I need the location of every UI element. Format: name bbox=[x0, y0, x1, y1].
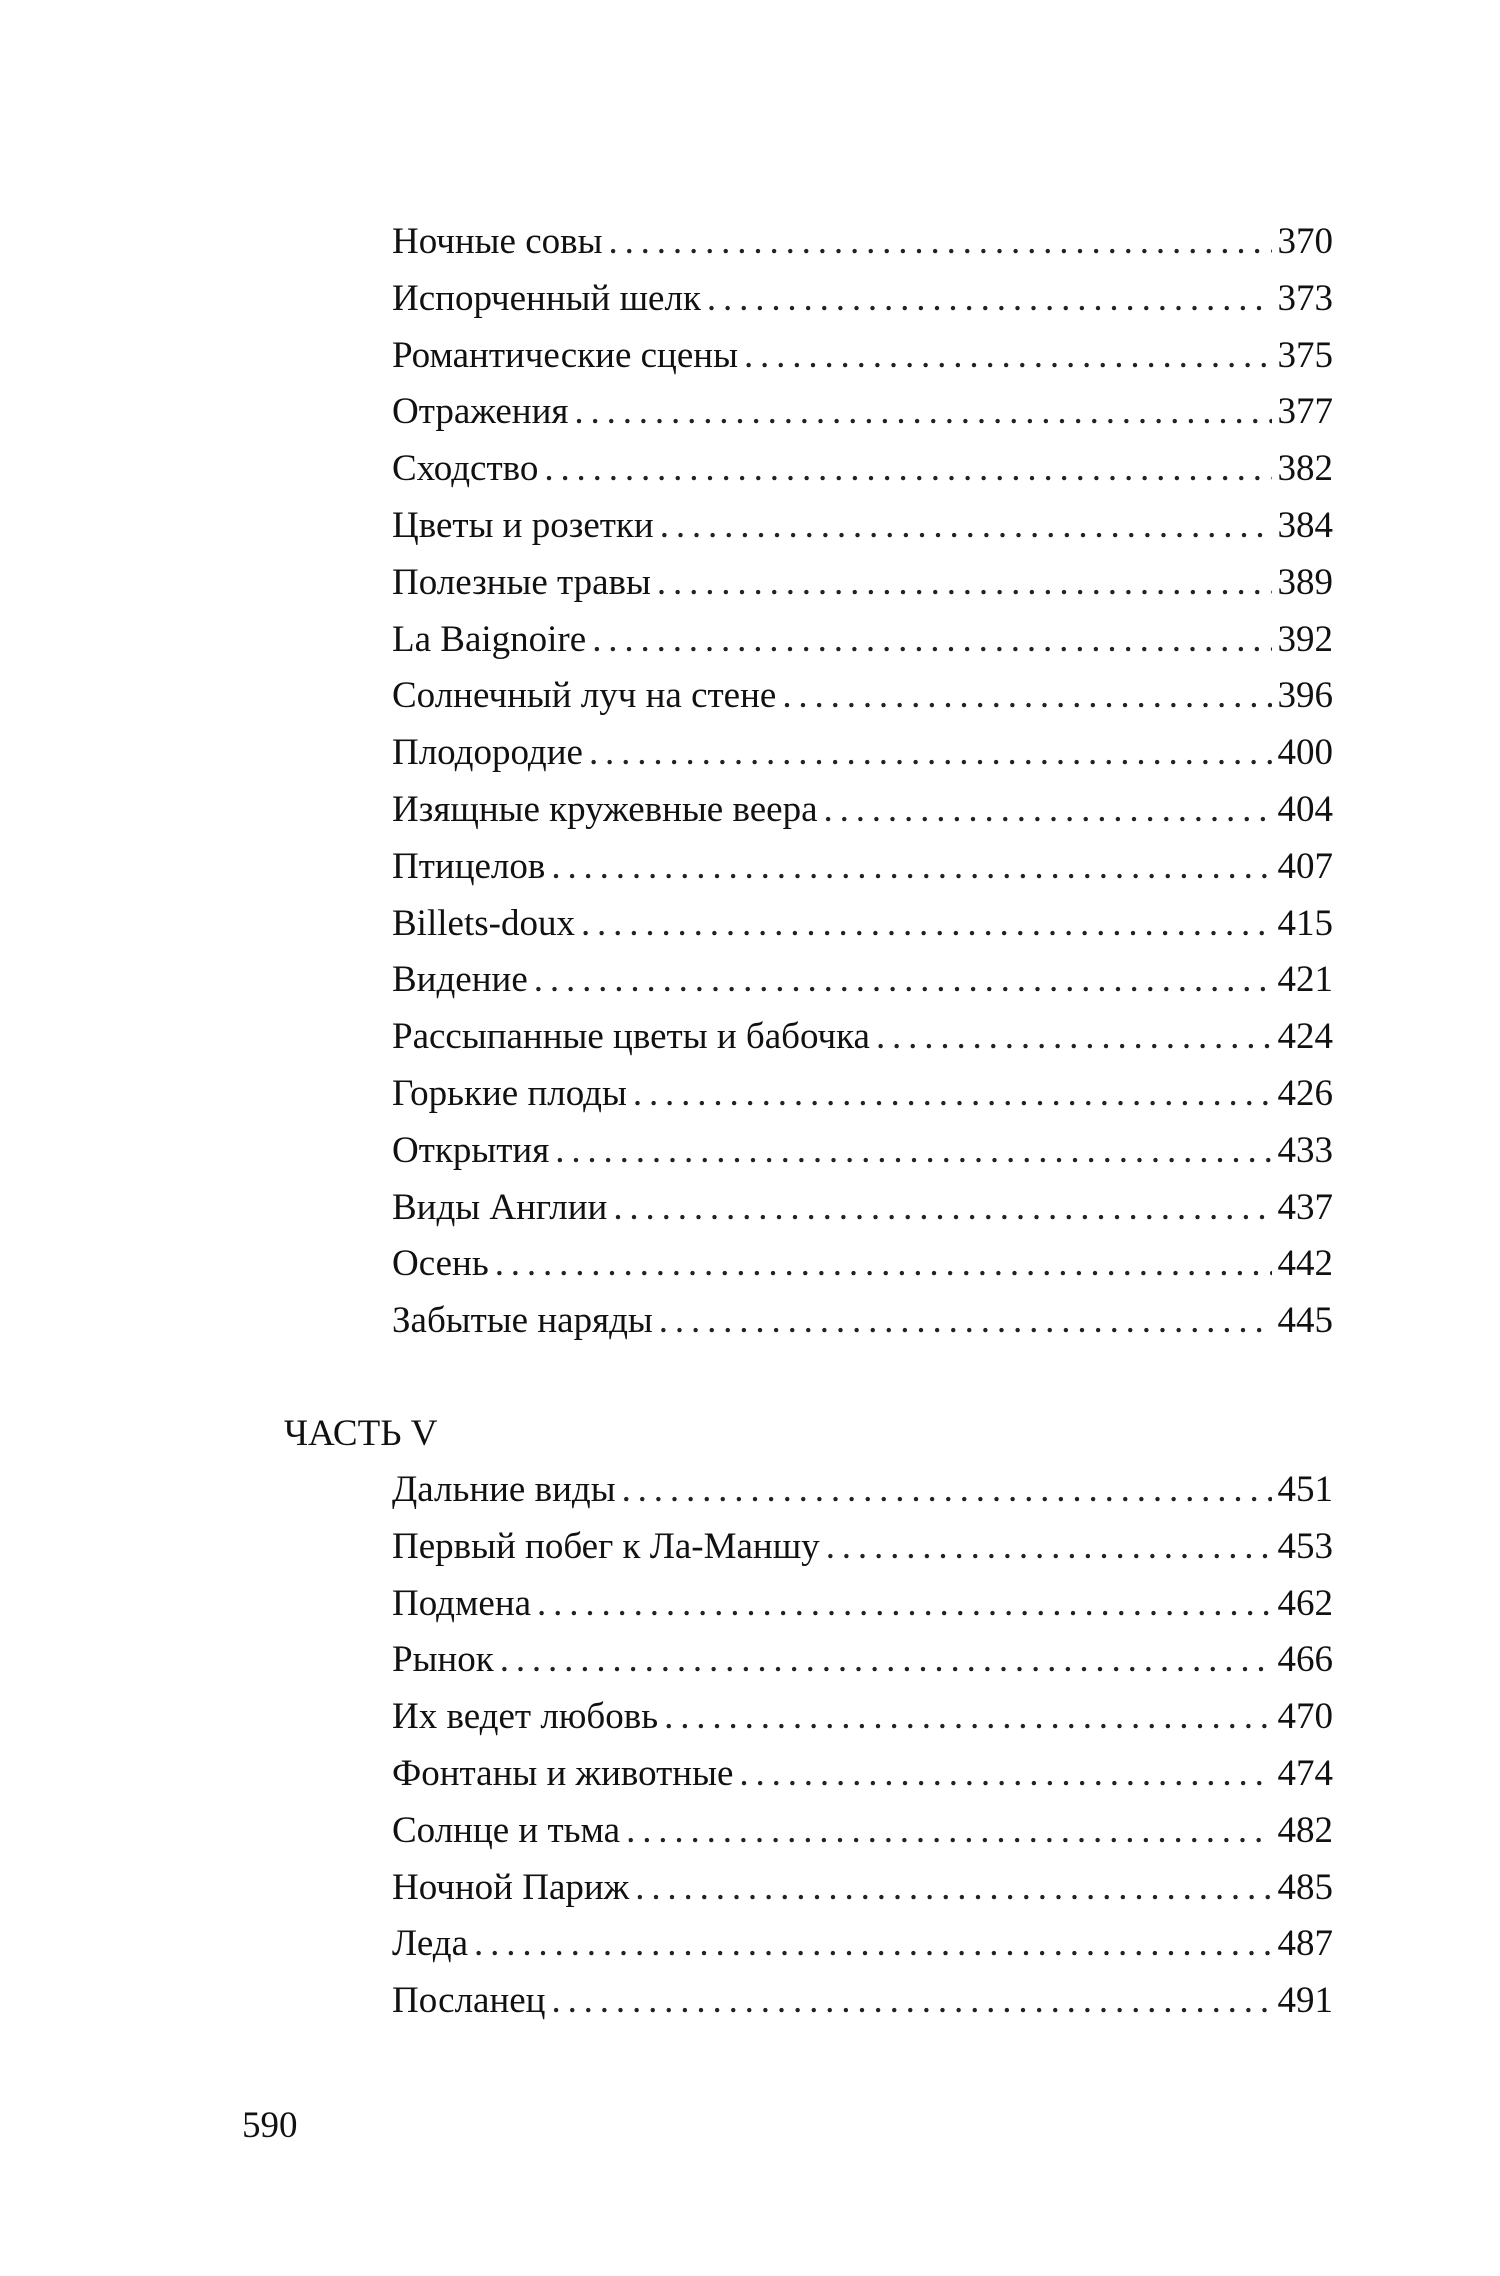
toc-entry-title: Сходство bbox=[392, 448, 539, 490]
toc-entry-title: Billets-doux bbox=[392, 902, 575, 944]
toc-leader-dots bbox=[555, 1123, 1271, 1180]
toc-entry-title: Солнце и тьма bbox=[392, 1809, 621, 1851]
toc-leader-dots bbox=[664, 1689, 1271, 1746]
toc-leader-dots bbox=[635, 1860, 1271, 1917]
toc-entry-page: 396 bbox=[1277, 675, 1333, 717]
toc-entry-page: 466 bbox=[1277, 1639, 1333, 1681]
toc-leader-dots bbox=[592, 612, 1271, 669]
toc-entry-page: 415 bbox=[1277, 902, 1333, 944]
toc-entry-title: Отражения bbox=[392, 391, 569, 433]
toc-leader-dots bbox=[474, 1916, 1271, 1973]
toc-entry[interactable] bbox=[392, 725, 1333, 782]
toc-entry-title: Рынок bbox=[392, 1639, 494, 1681]
toc-entry-title: Забытые наряды bbox=[392, 1300, 653, 1342]
toc-entry-title: Птицелов bbox=[392, 845, 546, 887]
toc-entry[interactable] bbox=[392, 1803, 1333, 1860]
toc-leader-dots bbox=[626, 1803, 1271, 1860]
toc-entry-title: Плодородие bbox=[392, 732, 583, 774]
toc-leader-dots bbox=[534, 952, 1272, 1009]
toc-entry[interactable] bbox=[392, 1576, 1333, 1633]
toc-entry[interactable] bbox=[392, 328, 1333, 385]
toc-leader-dots bbox=[589, 725, 1272, 782]
toc-entry-page: 424 bbox=[1277, 1016, 1333, 1058]
toc-entry-title: Подмена bbox=[392, 1582, 532, 1624]
toc-entry[interactable] bbox=[392, 1860, 1333, 1917]
toc-entry-title: La Baignoire bbox=[392, 618, 587, 660]
toc-entry-title: Ночные совы bbox=[392, 221, 603, 262]
toc-entry-title: Посланец bbox=[392, 1980, 546, 2022]
toc-entry[interactable] bbox=[392, 441, 1333, 498]
toc-entry-title: Ночной Париж bbox=[392, 1866, 630, 1908]
toc-leader-dots bbox=[826, 1519, 1272, 1576]
toc-leader-dots bbox=[613, 1180, 1271, 1237]
toc-entry[interactable] bbox=[392, 214, 1333, 271]
toc-entry[interactable] bbox=[392, 1066, 1333, 1123]
toc-entry[interactable] bbox=[392, 1462, 1333, 1519]
toc-leader-dots bbox=[744, 328, 1272, 385]
toc-entry[interactable] bbox=[392, 1519, 1333, 1576]
toc-entry[interactable] bbox=[392, 1293, 1333, 1350]
toc-entry-title: Солнечный луч на стене bbox=[392, 675, 777, 717]
toc-entry-page: 470 bbox=[1277, 1696, 1333, 1738]
toc-entry-page: 491 bbox=[1277, 1980, 1333, 2022]
toc-entry[interactable] bbox=[392, 1632, 1333, 1689]
toc-entry[interactable] bbox=[392, 1916, 1333, 1973]
toc-entry-title: Их ведет любовь bbox=[392, 1696, 659, 1738]
toc-leader-dots bbox=[551, 839, 1271, 896]
toc-leader-dots bbox=[824, 782, 1272, 839]
toc-entry-title: Полезные травы bbox=[392, 561, 651, 603]
toc-entry-title: Виды Англии bbox=[392, 1186, 608, 1228]
toc-entry-page: 389 bbox=[1277, 561, 1333, 603]
toc-entry-page: 421 bbox=[1277, 959, 1333, 1001]
toc-entry[interactable] bbox=[392, 952, 1333, 1009]
toc-entry-page: 482 bbox=[1277, 1809, 1333, 1851]
toc-entry-page: 384 bbox=[1277, 504, 1333, 546]
toc-entry-title: Первый побег к Ла-Маншу bbox=[392, 1525, 820, 1567]
toc-list-part5 bbox=[392, 1462, 1333, 2030]
toc-entry-page: 426 bbox=[1277, 1072, 1333, 1114]
toc-entry-page: 453 bbox=[1277, 1525, 1333, 1567]
toc-entry-page: 392 bbox=[1277, 618, 1333, 660]
part-heading: ЧАСТЬ V bbox=[284, 1413, 438, 1454]
toc-entry[interactable] bbox=[392, 1123, 1333, 1180]
toc-entry-page: 404 bbox=[1277, 788, 1333, 830]
toc-entry-page: 442 bbox=[1277, 1243, 1333, 1285]
toc-leader-dots bbox=[633, 1066, 1272, 1123]
toc-entry-title: Видение bbox=[392, 959, 528, 1001]
toc-entry-page: 373 bbox=[1277, 277, 1333, 319]
toc-leader-dots bbox=[659, 1293, 1272, 1350]
toc-entry[interactable] bbox=[392, 1009, 1333, 1066]
toc-leader-dots bbox=[707, 271, 1272, 328]
toc-entry[interactable] bbox=[392, 839, 1333, 896]
toc-entry-title: Леда bbox=[392, 1923, 469, 1965]
toc-entry-title: Дальние виды bbox=[392, 1469, 616, 1510]
toc-entry[interactable] bbox=[392, 1180, 1333, 1237]
toc-entry[interactable] bbox=[392, 1746, 1333, 1803]
toc-entry[interactable] bbox=[392, 612, 1333, 669]
toc-leader-dots bbox=[660, 498, 1272, 555]
toc-entry-page: 485 bbox=[1277, 1866, 1333, 1908]
toc-leader-dots bbox=[495, 1236, 1272, 1293]
toc-entry[interactable] bbox=[392, 384, 1333, 441]
toc-entry-page: 382 bbox=[1277, 448, 1333, 490]
toc-leader-dots bbox=[574, 384, 1271, 441]
toc-leader-dots bbox=[544, 441, 1271, 498]
toc-leader-dots bbox=[782, 668, 1271, 725]
toc-entry-page: 375 bbox=[1277, 334, 1333, 376]
toc-entry-title: Романтические сцены bbox=[392, 334, 738, 376]
toc-entry[interactable] bbox=[392, 498, 1333, 555]
toc-entry-page: 370 bbox=[1277, 221, 1333, 262]
toc-entry-page: 487 bbox=[1277, 1923, 1333, 1965]
toc-entry-title: Изящные кружевные веера bbox=[392, 788, 818, 830]
toc-leader-dots bbox=[608, 214, 1271, 271]
toc-entry-page: 462 bbox=[1277, 1582, 1333, 1624]
toc-leader-dots bbox=[622, 1462, 1272, 1519]
toc-entry-page: 474 bbox=[1277, 1752, 1333, 1794]
toc-leader-dots bbox=[551, 1973, 1271, 2030]
toc-entry-page: 400 bbox=[1277, 732, 1333, 774]
toc-entry-title: Испорченный шелк bbox=[392, 277, 701, 319]
toc-entry-title: Рассыпанные цветы и бабочка bbox=[392, 1016, 870, 1058]
toc-entry-page: 451 bbox=[1277, 1469, 1333, 1510]
toc-entry[interactable] bbox=[392, 1236, 1333, 1293]
toc-entry-title: Открытия bbox=[392, 1129, 550, 1171]
toc-entry-title: Осень bbox=[392, 1243, 489, 1285]
toc-leader-dots bbox=[581, 896, 1272, 953]
toc-entry-page: 437 bbox=[1277, 1186, 1333, 1228]
toc-leader-dots bbox=[657, 555, 1272, 612]
toc-entry-page: 377 bbox=[1277, 391, 1333, 433]
page-number: 590 bbox=[242, 2105, 298, 2146]
toc-entry[interactable] bbox=[392, 271, 1333, 328]
toc-entry-title: Фонтаны и животные bbox=[392, 1752, 734, 1794]
toc-entry-page: 433 bbox=[1277, 1129, 1333, 1171]
toc-entry[interactable] bbox=[392, 1689, 1333, 1746]
toc-leader-dots bbox=[537, 1576, 1271, 1633]
toc-entry[interactable] bbox=[392, 555, 1333, 612]
toc-leader-dots bbox=[500, 1632, 1272, 1689]
toc-entry[interactable] bbox=[392, 896, 1333, 953]
toc-entry-page: 407 bbox=[1277, 845, 1333, 887]
toc-list-part4 bbox=[392, 214, 1333, 1350]
toc-entry-page: 445 bbox=[1277, 1300, 1333, 1342]
toc-leader-dots bbox=[739, 1746, 1271, 1803]
toc-entry[interactable] bbox=[392, 782, 1333, 839]
toc-entry[interactable] bbox=[392, 1973, 1333, 2030]
toc-leader-dots bbox=[876, 1009, 1272, 1066]
toc-entry-title: Горькие плоды bbox=[392, 1072, 627, 1114]
toc-entry-title: Цветы и розетки bbox=[392, 504, 654, 546]
toc-entry[interactable] bbox=[392, 668, 1333, 725]
